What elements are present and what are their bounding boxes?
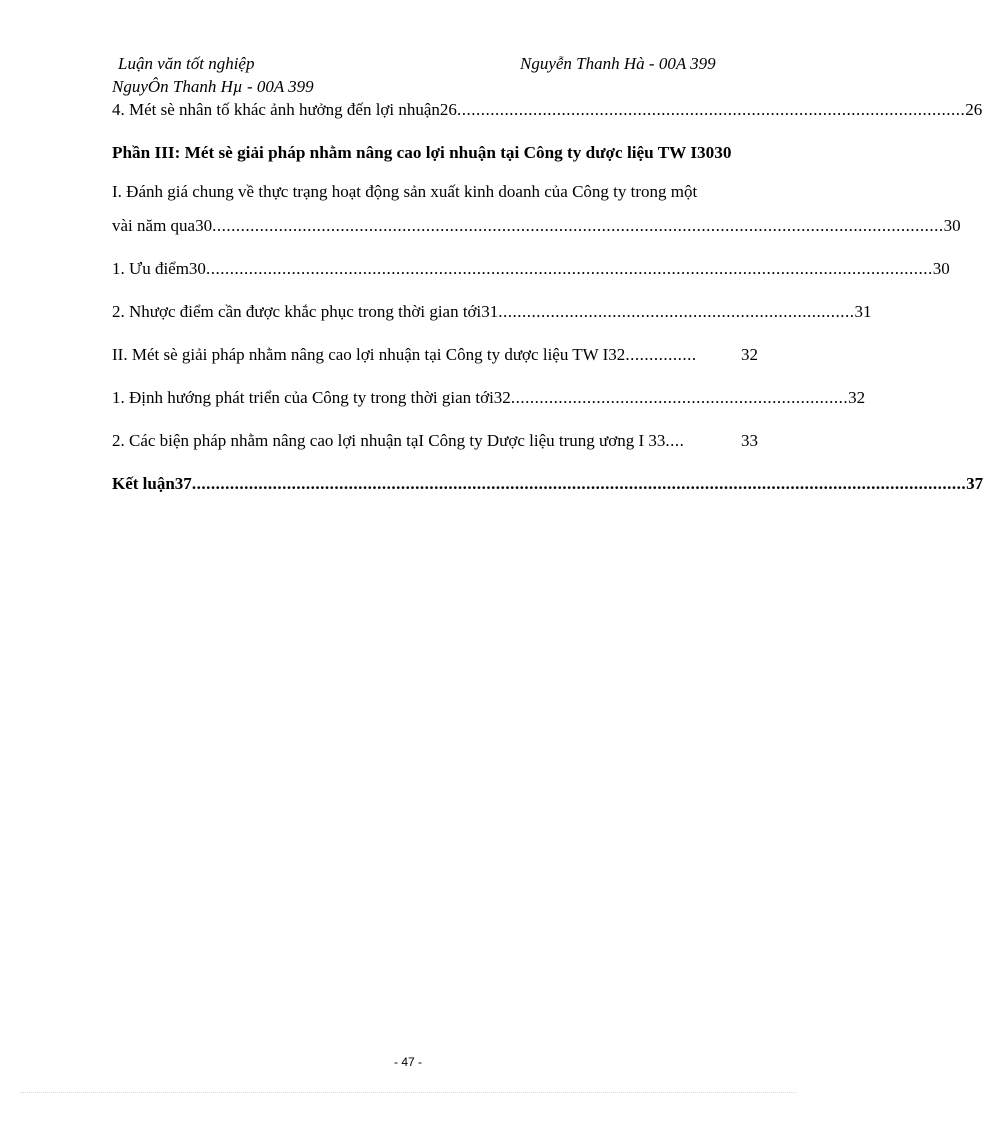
toc-leader-dots: ......................................................................................................................................................... bbox=[205, 259, 933, 278]
toc-entry bbox=[112, 301, 872, 323]
header-left-line2: NguyÔn Thanh Hµ - 00A 399 bbox=[112, 77, 314, 96]
toc-entry-text: 4. Mét sè nhân tố khác ảnh hưởng đến lợi nhuận26 bbox=[112, 100, 457, 119]
toc-page-number: 32 bbox=[848, 388, 866, 407]
toc-entry-text: vài năm qua30 bbox=[112, 216, 213, 235]
toc-leader-dots: .... bbox=[665, 431, 685, 450]
page-number: - 47 - bbox=[393, 1055, 422, 1069]
toc-page-number: 30 bbox=[932, 259, 950, 278]
toc-leader-dots: ........................................................................................................... bbox=[456, 100, 966, 119]
toc-entry-text: 2. Các biện pháp nhằm nâng cao lợi nhuận tạI Công ty Dược liệu trung ương I 33 bbox=[112, 431, 666, 450]
toc-entry-text: II. Mét sè giải pháp nhằm nâng cao lợi nhuận tại Công ty dược liệu TW I32 bbox=[112, 345, 626, 364]
toc-entry bbox=[112, 258, 950, 280]
toc-entry-text: 1. Ưu điểm30 bbox=[112, 259, 206, 278]
toc-page-number: 33 bbox=[741, 431, 758, 450]
toc-leader-dots: ............... bbox=[625, 345, 697, 364]
toc-entry-text: Kết luận37 bbox=[112, 474, 192, 493]
toc-leader-dots: ....................................................................... bbox=[510, 388, 849, 407]
toc-entry bbox=[112, 215, 961, 237]
toc-page-number: 30 bbox=[943, 216, 961, 235]
toc-entry bbox=[112, 99, 983, 121]
toc-entry bbox=[112, 387, 866, 409]
toc-leader-dots: ........................................................................... bbox=[498, 302, 855, 321]
toc-entry-text: 1. Định hướng phát triển của Công ty trong thời gian tới32 bbox=[112, 388, 511, 407]
toc-entry-conclusion bbox=[112, 473, 983, 495]
header-left: Luận văn tốt nghiệp bbox=[118, 54, 255, 73]
toc-entry bbox=[112, 344, 758, 366]
toc-page-number: 37 bbox=[966, 474, 983, 493]
bottom-divider bbox=[20, 1092, 796, 1093]
toc-page-number: 31 bbox=[854, 302, 872, 321]
toc-entry-text: I. Đánh giá chung về thực trạng hoạt động sản xuất kinh doanh của Công ty trong một bbox=[112, 182, 698, 201]
toc-page-number: 26 bbox=[965, 100, 983, 119]
toc-entry bbox=[112, 430, 758, 452]
toc-leader-dots: .......................................................................................................................................................... bbox=[212, 216, 944, 235]
toc-page-number: 32 bbox=[741, 345, 758, 364]
toc-leader-dots: ................................................................................................................................................................... bbox=[191, 474, 967, 493]
toc-section-heading: Phần III: Mét sè giải pháp nhằm nâng cao lợi nhuận tại Công ty dược liệu TW I3030 bbox=[112, 143, 732, 162]
toc-entry-text: 2. Nhược điểm cần được khắc phục trong thời gian tới31 bbox=[112, 302, 499, 321]
header-right: Nguyễn Thanh Hà - 00A 399 bbox=[520, 54, 716, 73]
